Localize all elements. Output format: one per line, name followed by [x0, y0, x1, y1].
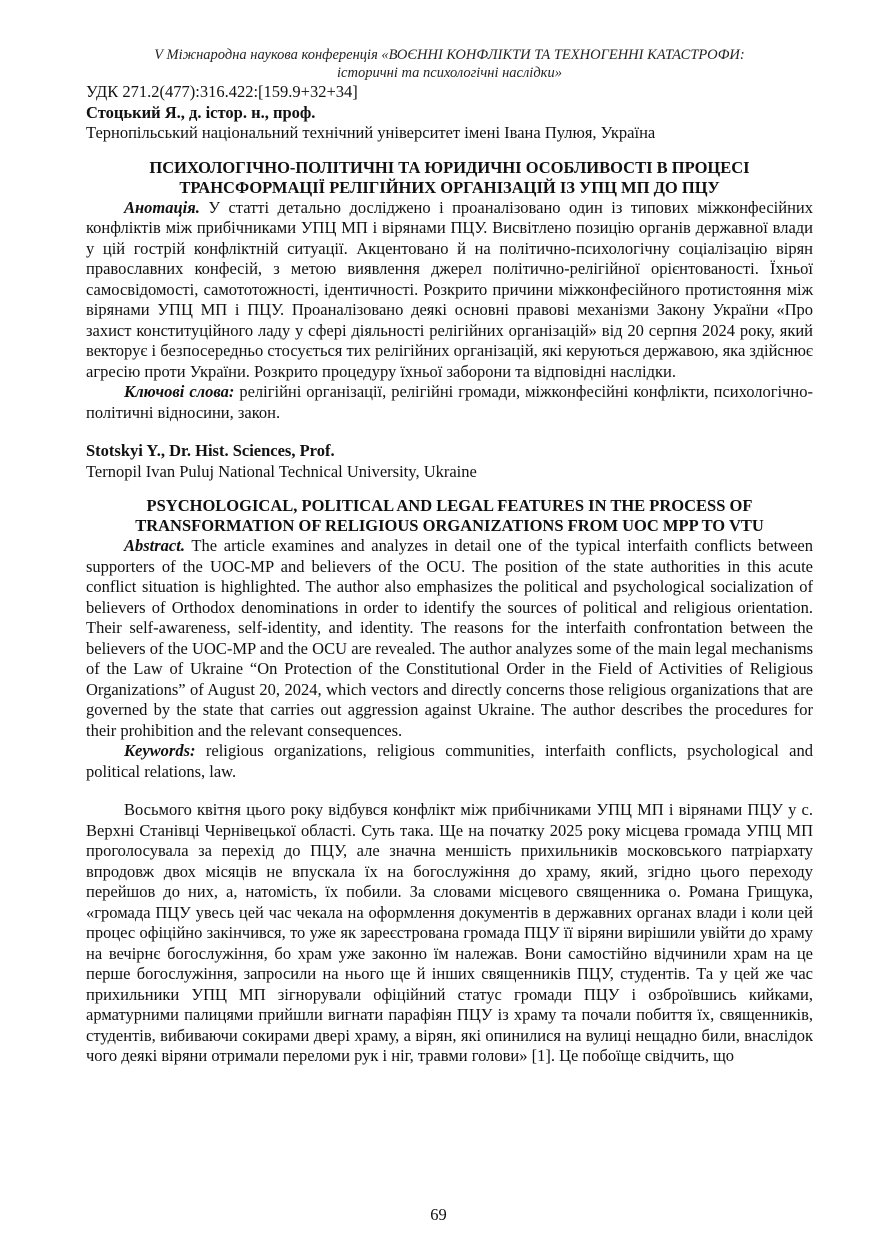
author-en: Stotskyi Y., Dr. Hist. Sciences, Prof. [86, 441, 335, 460]
title-en-line1: PSYCHOLOGICAL, POLITICAL AND LEGAL FEATURES IN THE PROCESS OF [146, 496, 753, 515]
author-ua: Стоцький Я., д. істор. н., проф. [86, 102, 316, 122]
udc-code: УДК 271.2(477):316.422:[159.9+32+34] [86, 82, 358, 101]
keywords-en-label: Keywords: [124, 741, 196, 760]
body-paragraph: Восьмого квітня цього року відбувся конфлікт між прибічниками УПЦ МП і вірянами ПЦУ у с. Верхні Станівці Чернівецької області. Суть така. Ще на початку 2025 року місцева громада УПЦ МП проголосувала за перехід до ПЦУ, але значна меншість прихильників московського патріархату впродовж двох місяців не впускала їх на богослужіння до храму, який, згідно цього переходу перейшов до них, а, натомість, їх побили. За словами місцевого священника о. Романа Грищука, «громада ПЦУ увесь цей час чекала на оформлення документів в державних органах влади і коли цей процес офіційно закінчився, то уже як зареєстрована громада ПЦУ її віряни вирішили увійти до храму на вечірнє богослужіння, бо храм уже законно їм належав. Вони самостійно відчинили храм на це перше богослужіння, запросили на нього ще й інших священників ПЦУ, студентів. Та у цей же час прихильники УПЦ МП зігнорували офіційний статус громади ПЦУ і озброївшись кийками, арматурними палицями прийшли вигнати парафіян ПЦУ із храму та почали побиття їх, священників, студентів, вибиваючи сокирами двері храму, а вірян, які опинилися на вулиці нещадно били, внаслідок чого деякі віряни отримали переломи рук і ніг, травми голови» [1]. Це побоїще свідчить, що [86, 800, 813, 1065]
affiliation-ua: Тернопільський національний технічний університет імені Івана Пулюя, Україна [86, 123, 656, 142]
keywords-en [86, 741, 813, 782]
keywords-ua-text: релігійні організації, релігійні громади, міжконфесійні конфлікти, психологічно-політичні відносини, закон. [86, 382, 813, 422]
abstract-en-text: The article examines and analyzes in detail one of the typical interfaith conflicts between supporters of the UOC-MP and believers of the OCU. The position of the state authorities in this acute conflict situation is highlighted. The author also emphasizes the political and psychological socialization of believers of Orthodox denominations in order to identify the sources of political and religious orientation. Their self-awareness, self-identity, and identity. The reasons for the interfaith confrontation between the believers of the UOC-MP and the OCU are revealed. The author analyzes some of the main legal mechanisms of the Law of Ukraine “On Protection of the Constitutional Order in the Field of Activities of Religious Organizations” of August 20, 2024, which vectors and directly concerns those religious organizations that are governed by the state that carries out aggression against Ukraine. The author describes the procedures for their prohibition and the relevant consequences. [86, 536, 813, 740]
keywords-ua [86, 382, 813, 423]
abstract-ua [86, 198, 813, 383]
title-en-line2: TRANSFORMATION OF RELIGIOUS ORGANIZATIONS FROM UOC MPP TO VTU [135, 516, 764, 535]
conference-header-line1: V Міжнародна наукова конференція «ВОЄННІ КОНФЛІКТИ ТА ТЕХНОГЕННІ КАТАСТРОФИ: [154, 47, 745, 63]
abstract-ua-text: У статті детально досліджено і проаналізовано один із типових міжконфесійних конфліктів між прибічниками УПЦ МП і вірянами ПЦУ. Висвітлено позицію органів державної влади у цій гострій конфліктній ситуації. Акцентовано й на політично-психологічну соціалізацію вірян православних конфесій, з метою виявлення джерел політично-релігійної орієнтованості. Їхньої самосвідомості, самототожності, ідентичності. Розкрито причини міжконфесійного протистояння між вірянами УПЦ МП і ПЦУ. Проаналізовано деякі основні правові механізми Закону України «Про захист конституційного ладу у сфері діяльності релігійних організацій» від 20 серпня 2024 року, який векторує і безпосередньо стосується тих релігійних організацій, які керуються державою, яка здійснює агресію проти України. Розкрито процедуру їхньої заборони та відповідні наслідки. [86, 197, 813, 381]
affiliation-en: Ternopil Ivan Puluj National Technical University, Ukraine [86, 461, 477, 481]
abstract-en-label: Abstract. [124, 536, 185, 555]
abstract-ua-label: Анотація. [124, 197, 200, 217]
conference-header-line2: історичні та психологічні наслідки» [337, 65, 562, 81]
title-ua-line2: ТРАНСФОРМАЦІЇ РЕЛІГІЙНИХ ОРГАНІЗАЦІЙ ІЗ УПЦ МП ДО ПЦУ [179, 177, 720, 197]
page [86, 46, 813, 1067]
keywords-en-text: religious organizations, religious communities, interfaith conflicts, psychological and political relations, law. [86, 741, 813, 781]
abstract-en [86, 536, 813, 741]
page-number: 69 [430, 1205, 447, 1224]
title-ua-line1: ПСИХОЛОГІЧНО-ПОЛІТИЧНІ ТА ЮРИДИЧНІ ОСОБЛИВОСТІ В ПРОЦЕСІ [149, 157, 750, 177]
keywords-ua-label: Ключові слова: [124, 382, 235, 401]
